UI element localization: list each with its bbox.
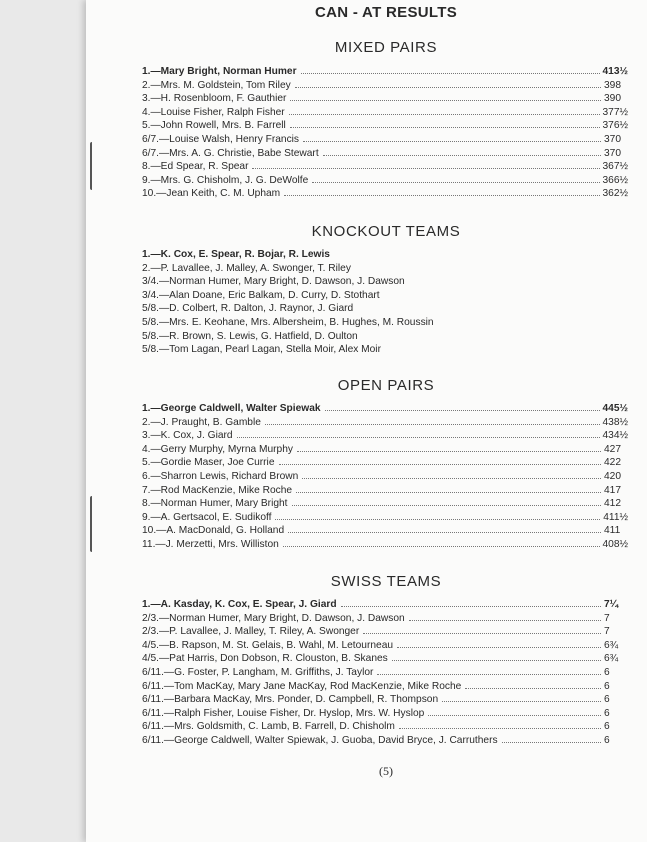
- result-entrants: 10.—A. MacDonald, G. Holland: [142, 525, 285, 537]
- result-entrants: 6/11.—Mrs. Goldsmith, C. Lamb, B. Farrell, D. Chisholm: [142, 721, 395, 733]
- result-score: 408½: [602, 538, 628, 550]
- result-score: 7: [604, 626, 610, 638]
- result-entrants: 4.—Louise Fisher, Ralph Fisher: [142, 106, 285, 118]
- result-row: [142, 538, 628, 552]
- result-row: [142, 680, 628, 694]
- result-score: 417: [604, 484, 621, 496]
- result-row: [142, 174, 628, 188]
- results-list-knockout-teams: [142, 248, 628, 357]
- result-row: [142, 65, 628, 79]
- result-score: 7¼: [604, 599, 619, 610]
- result-row: [142, 147, 628, 161]
- result-score: 370: [604, 147, 621, 159]
- dot-leader: [292, 505, 602, 506]
- dot-leader: [465, 688, 601, 689]
- result-score: 422: [604, 457, 621, 469]
- result-row: [142, 92, 628, 106]
- result-row: [142, 316, 628, 330]
- dot-leader: [301, 73, 600, 74]
- result-entrants: 3.—K. Cox, J. Giard: [142, 430, 233, 442]
- result-score: 367½: [602, 161, 628, 173]
- dot-leader: [283, 546, 600, 547]
- result-row: [142, 707, 628, 721]
- result-score: 6¾: [604, 639, 619, 651]
- result-row: [142, 666, 628, 680]
- result-score: 6: [604, 694, 610, 706]
- result-entrants: 2.—J. Praught, B. Gamble: [142, 416, 261, 428]
- result-entrants: 2.—P. Lavallee, J. Malley, A. Swonger, T. Riley: [142, 262, 351, 274]
- section-heading-swiss-teams: SWISS TEAMS: [330, 573, 442, 590]
- dot-leader: [265, 424, 600, 425]
- dot-leader: [397, 647, 601, 648]
- result-score: 398: [604, 79, 621, 91]
- result-row: [142, 484, 628, 498]
- result-score: 6: [604, 666, 610, 678]
- result-score: 412: [604, 498, 621, 510]
- result-entrants: 6/11.—Barbara MacKay, Mrs. Ponder, D. Campbell, R. Thompson: [142, 694, 439, 706]
- result-row: [142, 133, 628, 147]
- result-score: 370: [604, 133, 621, 145]
- result-entrants: 8.—Ed Spear, R. Spear: [142, 161, 249, 173]
- dot-leader: [325, 410, 600, 411]
- result-score: 6: [604, 721, 610, 733]
- result-score: 6¾: [604, 653, 619, 665]
- result-row: [142, 720, 628, 734]
- dot-leader: [290, 127, 600, 128]
- dot-leader: [502, 742, 601, 743]
- result-entrants: 11.—J. Merzetti, Mrs. Williston: [142, 538, 279, 550]
- result-entrants: 7.—Rod MacKenzie, Mike Roche: [142, 484, 293, 496]
- results-list-open-pairs: [142, 402, 628, 552]
- result-entrants: 1.—Mary Bright, Norman Humer: [142, 66, 297, 77]
- result-score: 377½: [602, 106, 628, 118]
- result-score: 413½: [602, 66, 628, 77]
- dot-leader: [377, 674, 601, 675]
- result-entrants: 2/3.—Norman Humer, Mary Bright, D. Dawson, J. Dawson: [142, 612, 405, 624]
- result-entrants: 5.—Gordie Maser, Joe Currie: [142, 457, 275, 469]
- result-entrants: 6/11.—Ralph Fisher, Louise Fisher, Dr. Hyslop, Mrs. W. Hyslop: [142, 707, 425, 719]
- result-row: [142, 612, 628, 626]
- dot-leader: [302, 478, 601, 479]
- result-score: 366½: [602, 174, 628, 186]
- result-score: 362½: [602, 188, 628, 200]
- result-entrants: 3/4.—Alan Doane, Eric Balkam, D. Curry, D. Stothart: [142, 289, 380, 301]
- result-entrants: 6/11.—G. Foster, P. Langham, M. Griffiths, J. Taylor: [142, 666, 374, 678]
- dot-leader: [297, 451, 601, 452]
- result-row: [142, 248, 628, 262]
- result-row: [142, 511, 628, 525]
- page-number: (5): [379, 764, 393, 778]
- result-row: [142, 693, 628, 707]
- dot-leader: [323, 155, 601, 156]
- result-entrants: 6/11.—George Caldwell, Walter Spiewak, J. Guoba, David Bryce, J. Carruthers: [142, 734, 498, 746]
- dot-leader: [284, 195, 599, 196]
- dot-leader: [296, 492, 601, 493]
- result-entrants: 8.—Norman Humer, Mary Bright: [142, 498, 288, 510]
- result-row: [142, 470, 628, 484]
- dot-leader: [252, 168, 599, 169]
- result-row: [142, 598, 628, 612]
- dot-leader: [409, 620, 601, 621]
- result-score: 6: [604, 707, 610, 719]
- result-score: 6: [604, 734, 610, 746]
- result-entrants: 10.—Jean Keith, C. M. Upham: [142, 188, 281, 200]
- result-score: 6: [604, 680, 610, 692]
- result-score: 411: [604, 525, 621, 537]
- result-score: 376½: [602, 120, 628, 132]
- result-row: [142, 289, 628, 303]
- page-title: CAN - AT RESULTS: [314, 4, 457, 21]
- result-entrants: 5/8.—D. Colbert, R. Dalton, J. Raynor, J. Giard: [142, 303, 354, 315]
- result-entrants: 2.—Mrs. M. Goldstein, Tom Riley: [142, 79, 291, 91]
- staple-mark-bottom: [90, 496, 96, 552]
- result-score: 420: [604, 470, 621, 482]
- dot-leader: [341, 606, 601, 607]
- dot-leader: [237, 437, 600, 438]
- result-row: [142, 734, 628, 748]
- result-entrants: 5/8.—Mrs. E. Keohane, Mrs. Albersheim, B. Hughes, M. Roussin: [142, 316, 434, 328]
- result-row: [142, 262, 628, 276]
- result-row: [142, 79, 628, 93]
- result-score: 411½: [603, 511, 628, 523]
- result-entrants: 5.—John Rowell, Mrs. B. Farrell: [142, 120, 286, 132]
- dot-leader: [442, 701, 601, 702]
- result-row: [142, 416, 628, 430]
- dot-leader: [392, 660, 601, 661]
- dot-leader: [290, 100, 601, 101]
- result-row: [142, 302, 628, 316]
- result-entrants: 4.—Gerry Murphy, Myrna Murphy: [142, 443, 293, 455]
- result-entrants: 6/7.—Mrs. A. G. Christie, Babe Stewart: [142, 147, 319, 159]
- result-entrants: 1.—George Caldwell, Walter Spiewak: [142, 403, 321, 414]
- dot-leader: [312, 182, 599, 183]
- result-entrants: 9.—A. Gertsacol, E. Sudikoff: [142, 511, 272, 523]
- result-score: 427: [604, 443, 621, 455]
- result-entrants: 5/8.—Tom Lagan, Pearl Lagan, Stella Moir, Alex Moir: [142, 344, 381, 356]
- staple-mark-top: [90, 142, 96, 190]
- result-row: [142, 497, 628, 511]
- result-row: [142, 275, 628, 289]
- result-row: [142, 524, 628, 538]
- section-heading-knockout-teams: KNOCKOUT TEAMS: [311, 223, 461, 240]
- result-row: [142, 106, 628, 120]
- result-entrants: 1.—K. Cox, E. Spear, R. Bojar, R. Lewis: [142, 249, 330, 260]
- result-row: [142, 625, 628, 639]
- result-entrants: 6.—Sharron Lewis, Richard Brown: [142, 470, 299, 482]
- result-score: 7: [604, 612, 610, 624]
- dot-leader: [399, 728, 601, 729]
- result-row: [142, 160, 628, 174]
- result-entrants: 4/5.—B. Rapson, M. St. Gelais, B. Wahl, M. Letourneau: [142, 639, 394, 651]
- result-row: [142, 402, 628, 416]
- result-entrants: 6/11.—Tom MacKay, Mary Jane MacKay, Rod MacKenzie, Mike Roche: [142, 680, 462, 692]
- result-row: [142, 456, 628, 470]
- result-row: [142, 330, 628, 344]
- result-row: [142, 639, 628, 653]
- result-row: [142, 119, 628, 133]
- result-entrants: 2/3.—P. Lavallee, J. Malley, T. Riley, A. Swonger: [142, 626, 360, 638]
- dot-leader: [279, 464, 602, 465]
- results-list-mixed-pairs: [142, 65, 628, 201]
- result-row: [142, 429, 628, 443]
- result-entrants: 1.—A. Kasday, K. Cox, E. Spear, J. Giard: [142, 599, 337, 610]
- result-entrants: 3/4.—Norman Humer, Mary Bright, D. Dawson, J. Dawson: [142, 276, 405, 288]
- result-score: 445½: [602, 403, 628, 414]
- result-row: [142, 443, 628, 457]
- dot-leader: [363, 633, 601, 634]
- dot-leader: [428, 715, 601, 716]
- result-entrants: 4/5.—Pat Harris, Don Dobson, R. Clouston, B. Skanes: [142, 653, 388, 665]
- result-entrants: 3.—H. Rosenbloom, F. Gauthier: [142, 93, 287, 105]
- result-score: 390: [604, 93, 621, 105]
- section-heading-open-pairs: OPEN PAIRS: [337, 377, 435, 394]
- result-row: [142, 652, 628, 666]
- result-row: [142, 187, 628, 201]
- dot-leader: [295, 87, 601, 88]
- results-list-swiss-teams: [142, 598, 628, 748]
- result-row: [142, 343, 628, 357]
- result-entrants: 6/7.—Louise Walsh, Henry Francis: [142, 133, 300, 145]
- result-score: 434½: [602, 430, 628, 442]
- result-entrants: 9.—Mrs. G. Chisholm, J. G. DeWolfe: [142, 174, 309, 186]
- result-entrants: 5/8.—R. Brown, S. Lewis, G. Hatfield, D. Oulton: [142, 330, 358, 342]
- result-score: 438½: [602, 416, 628, 428]
- section-heading-mixed-pairs: MIXED PAIRS: [334, 39, 438, 56]
- dot-leader: [303, 141, 601, 142]
- dot-leader: [289, 114, 600, 115]
- dot-leader: [275, 519, 600, 520]
- dot-leader: [288, 532, 601, 533]
